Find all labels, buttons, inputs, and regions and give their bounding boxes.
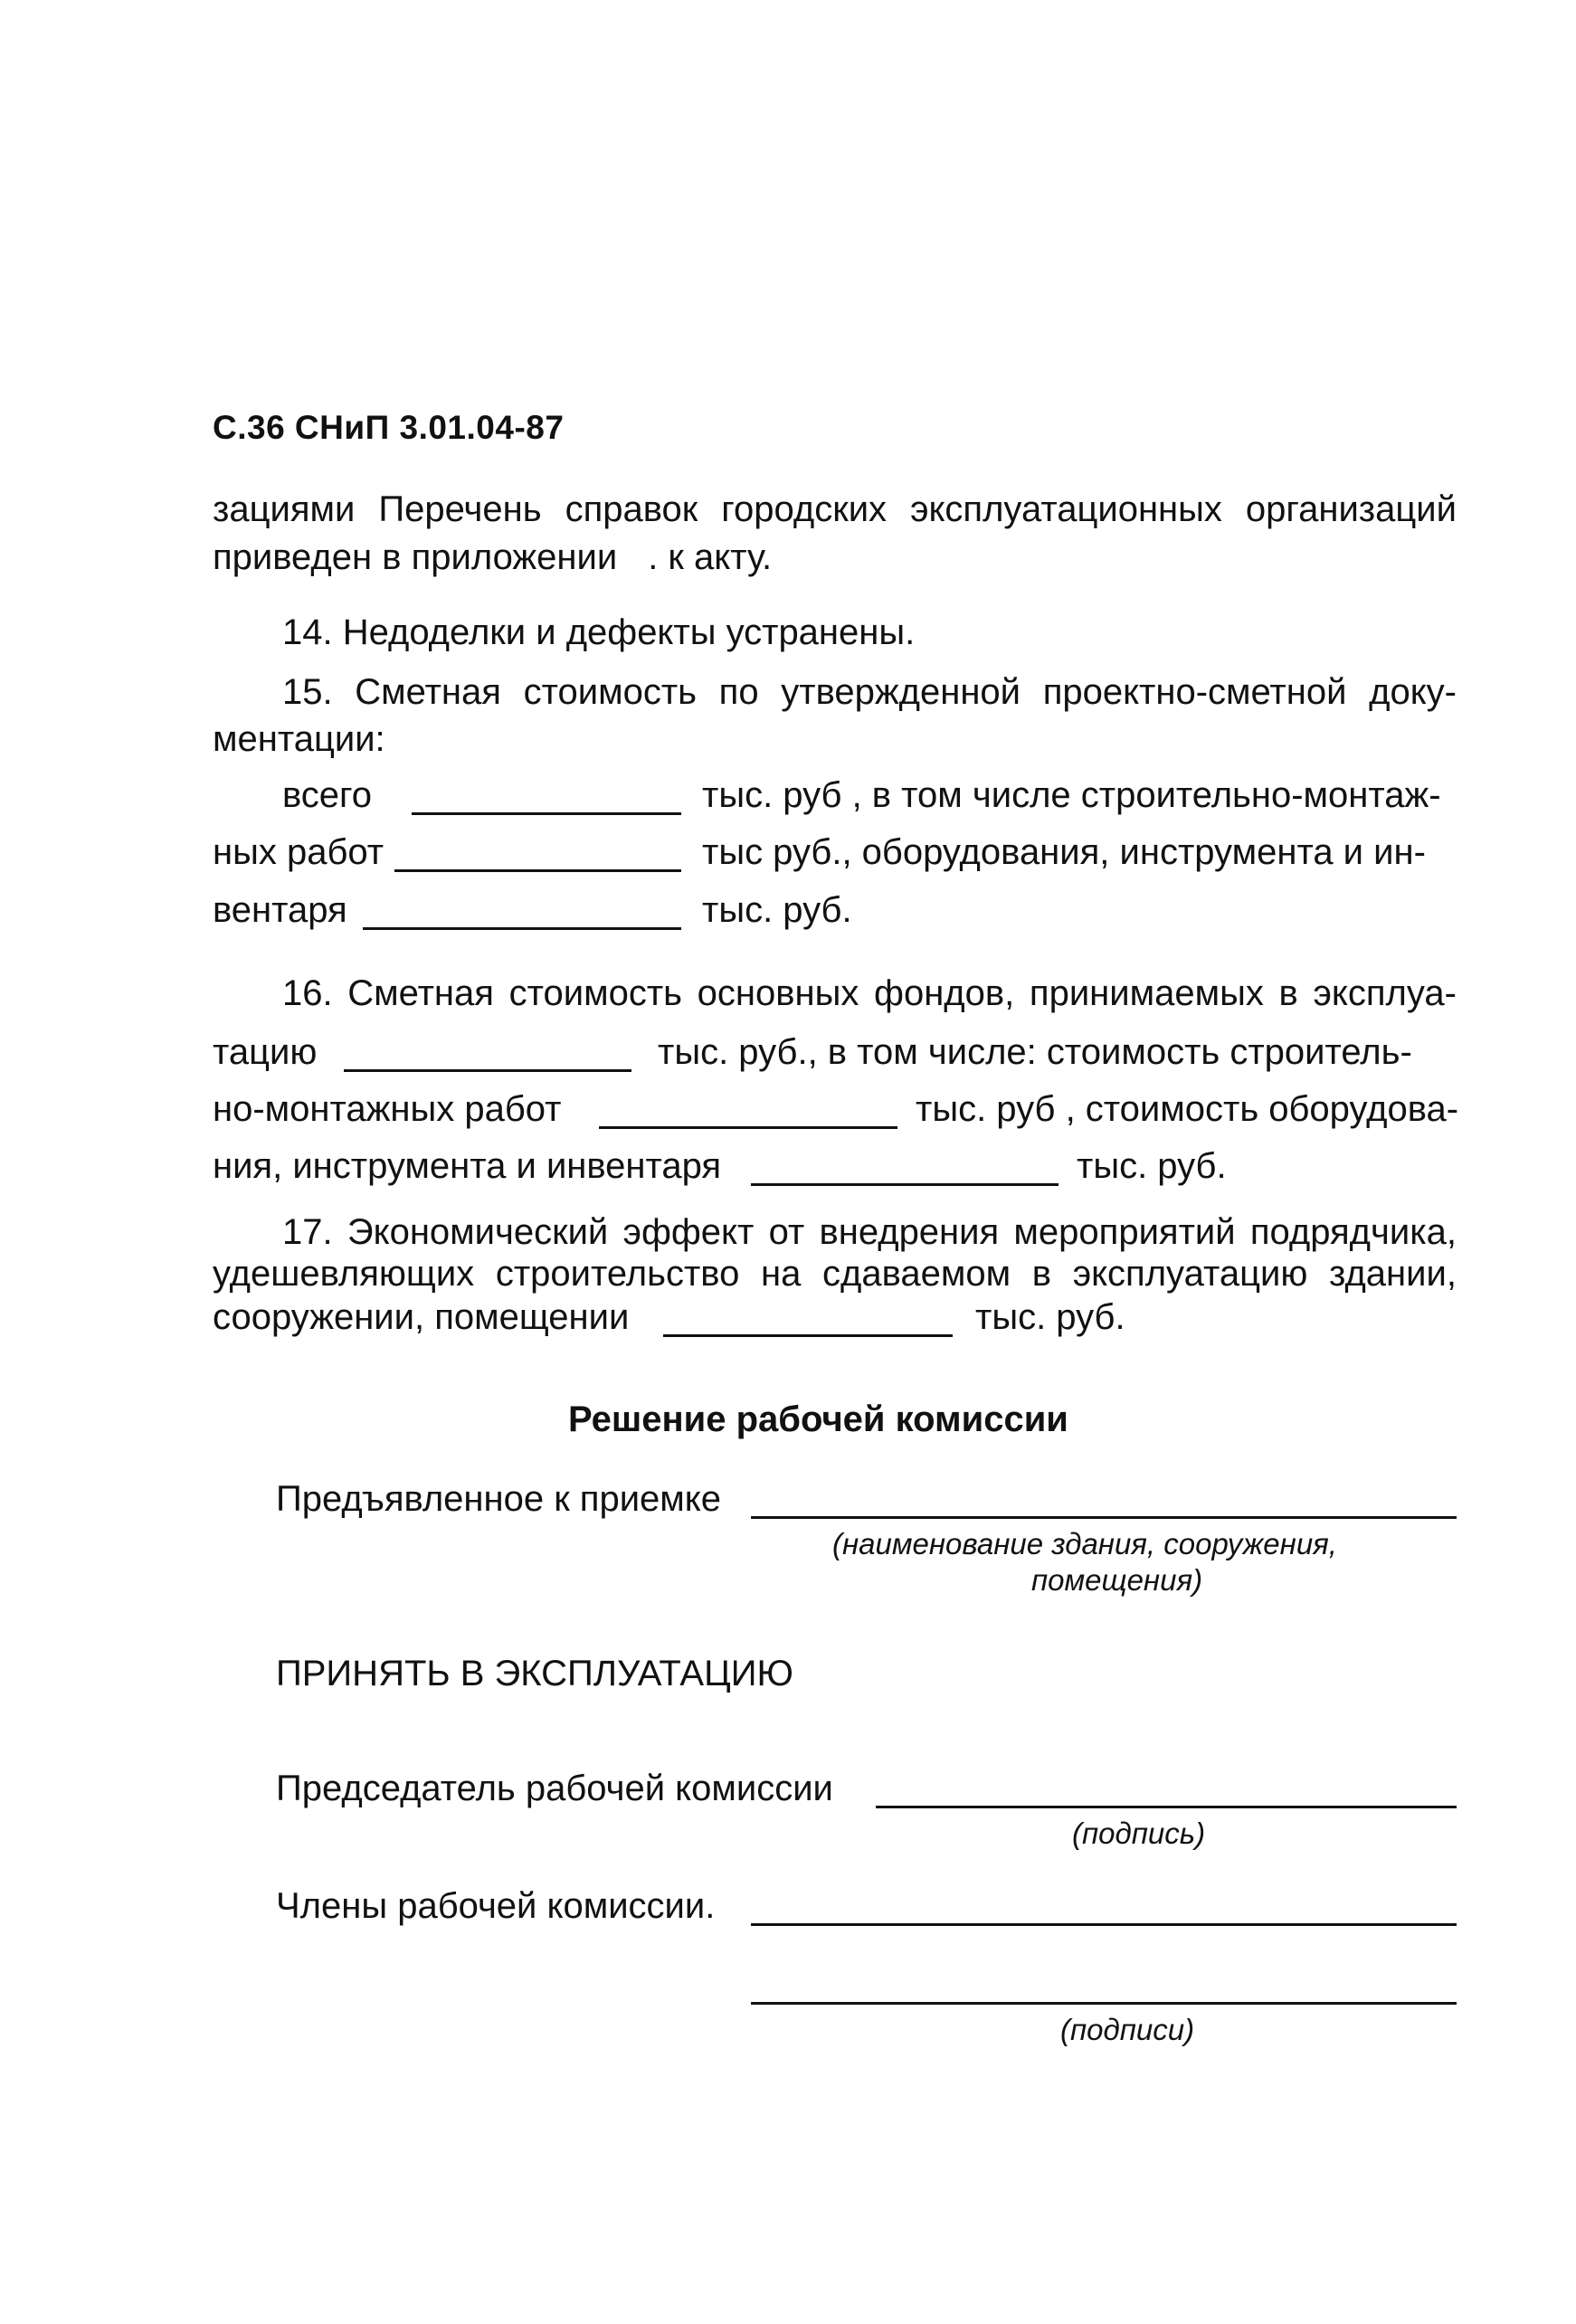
continuation-line-2: приведен в приложении . к акту. — [213, 537, 773, 577]
presented-caption-line-1: (наименование здания, сооружения, — [832, 1527, 1337, 1560]
item-16-line-2-unit: тыс. руб., в том числе: стоимость строитель- — [658, 1032, 1412, 1072]
item-15-total-label: всего — [282, 775, 373, 815]
item-16-line-2-label: тацию — [213, 1032, 318, 1072]
members-signature-line-2[interactable] — [751, 2002, 1457, 2005]
item-15-inventory-unit: тыс. руб. — [702, 890, 852, 930]
item-17-line-3-unit: тыс. руб. — [975, 1297, 1125, 1337]
item-15-line-1: 15. Сметная стоимость по утвержденной проектно-сметной доку- — [282, 672, 1457, 712]
item-15-total-blank[interactable] — [412, 812, 681, 815]
chairman-signature-line[interactable] — [876, 1806, 1457, 1808]
item-15-construction-label: ных работ — [213, 832, 385, 872]
item-17-line-1: 17. Экономический эффект от внедрения мероприятий подрядчика, — [282, 1212, 1457, 1252]
continuation-line-1: зациями Перечень справок городских эксплуатационных организаций — [213, 489, 1457, 529]
item-16-line-3-label: но-монтажных работ — [213, 1089, 562, 1129]
item-16-line-4-label: ния, инструмента и инвентаря — [213, 1146, 722, 1186]
accept-text: ПРИНЯТЬ В ЭКСПЛУАТАЦИЮ — [276, 1654, 793, 1693]
members-signature-line-1[interactable] — [751, 1923, 1457, 1926]
item-17-effect-blank[interactable] — [663, 1334, 953, 1337]
item-16-construction-blank[interactable] — [599, 1126, 897, 1129]
item-15-line-2: ментации: — [213, 719, 385, 759]
chairman-label: Председатель рабочей комиссии — [276, 1769, 833, 1808]
presented-caption-line-2: помещения) — [1031, 1563, 1203, 1597]
item-16-total-blank[interactable] — [344, 1069, 631, 1072]
presented-object-blank[interactable] — [751, 1516, 1457, 1519]
item-15-construction-blank[interactable] — [394, 869, 681, 872]
item-16-line-1: 16. Сметная стоимость основных фондов, принимаемых в эксплуа- — [282, 973, 1457, 1013]
item-16-line-4-unit: тыс. руб. — [1077, 1146, 1227, 1186]
item-15-inventory-label: вентаря — [213, 890, 347, 930]
presented-label: Предъявленное к приемке — [276, 1479, 721, 1519]
item-16-line-3-unit: тыс. руб , стоимость оборудова- — [916, 1089, 1459, 1129]
item-15-total-unit: тыс. руб , в том числе строительно-монтаж- — [702, 775, 1441, 815]
decision-title: Решение рабочей комиссии — [568, 1399, 1068, 1439]
item-15-construction-unit: тыс руб., оборудования, инструмента и ин- — [702, 832, 1426, 872]
members-label: Члены рабочей комиссии. — [276, 1886, 716, 1926]
members-caption: (подписи) — [1060, 2013, 1195, 2046]
page-header: С.36 СНиП 3.01.04-87 — [213, 409, 565, 446]
item-17-line-3-label: сооружении, помещении — [213, 1297, 630, 1337]
chairman-caption: (подпись) — [1072, 1817, 1206, 1850]
item-16-equipment-blank[interactable] — [751, 1183, 1059, 1186]
item-14: 14. Недоделки и дефекты устранены. — [282, 612, 916, 652]
item-15-inventory-blank[interactable] — [363, 927, 681, 930]
item-17-line-2: удешевляющих строительство на сдаваемом в эксплуатацию здании, — [213, 1254, 1457, 1294]
